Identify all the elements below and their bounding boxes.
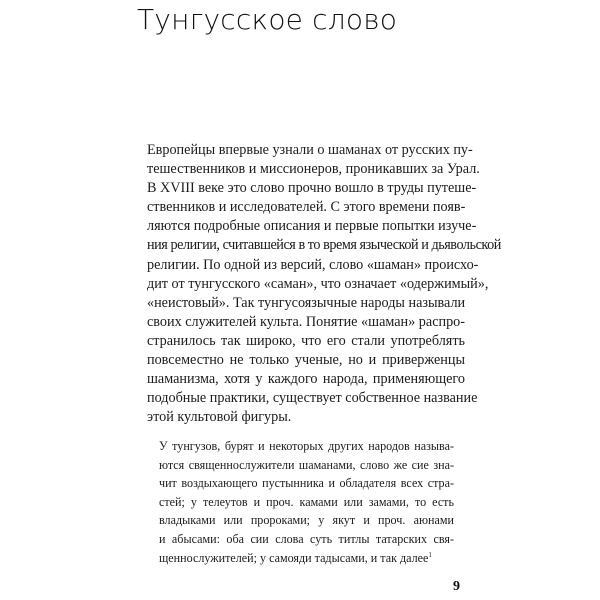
quote-line: владыками или пророками; у якут и проч. аюнами	[159, 513, 454, 528]
page-number: 9	[453, 579, 460, 594]
quote-line: и абысами: оба сии слова суть титлы татарских свя-	[159, 531, 454, 546]
body-line: своих служителей культа. Понятие «шаман» распро-	[147, 313, 465, 330]
body-line: В XVIII веке это слово прочно вошло в труды путеше-	[147, 180, 477, 197]
body-line: религии. По одной из версий, слово «шаман» происхо-	[147, 256, 479, 273]
body-line: ния религии, считавшейся в то время языческой и дьявольской	[147, 237, 501, 254]
body-paragraph	[147, 141, 501, 427]
quote-line: щеннослужителей; у самояди тадысами, и так далее	[159, 550, 429, 565]
body-line: странилось так широко, что его стали употреблять	[147, 332, 465, 349]
quote-line: чит воздыхающего пустынника и обладателя всех стра-	[159, 476, 454, 491]
body-line: дит от тунгусского «саман», что означает «одержимый»,	[147, 275, 489, 292]
body-line: повсеместно не только ученые, но и приверженцы	[147, 352, 465, 369]
block-quote	[159, 437, 454, 567]
quote-line: У тунгузов, бурят и некоторых других народов называ-	[159, 439, 454, 453]
body-line: шаманизма, хотя у каждого народа, применяющего	[147, 371, 465, 388]
body-line: ляются подробные описания и первые попытки изуче-	[147, 218, 477, 235]
quote-line: стей; у телеутов и проч. камами или замами, то есть	[159, 494, 454, 509]
body-line: этой культовой фигуры.	[147, 409, 292, 426]
chapter-title: Тунгусское слово	[137, 3, 398, 36]
body-line: подобные практики, существует собственное название	[147, 390, 478, 407]
footnote-marker[interactable]: 1	[428, 550, 432, 559]
body-line: Европейцы впервые узнали о шаманах от русских пу-	[147, 142, 473, 158]
body-line: тешественников и миссионеров, проникавших за Урал.	[147, 161, 480, 178]
quote-last-line	[159, 549, 454, 568]
quote-line: ются священнослужители шаманами, слово же сие зна-	[159, 457, 454, 472]
body-line: ственников и исследователей. С этого времени появ-	[147, 199, 466, 216]
body-line: «неистовый». Так тунгусоязычные народы называли	[147, 294, 466, 311]
